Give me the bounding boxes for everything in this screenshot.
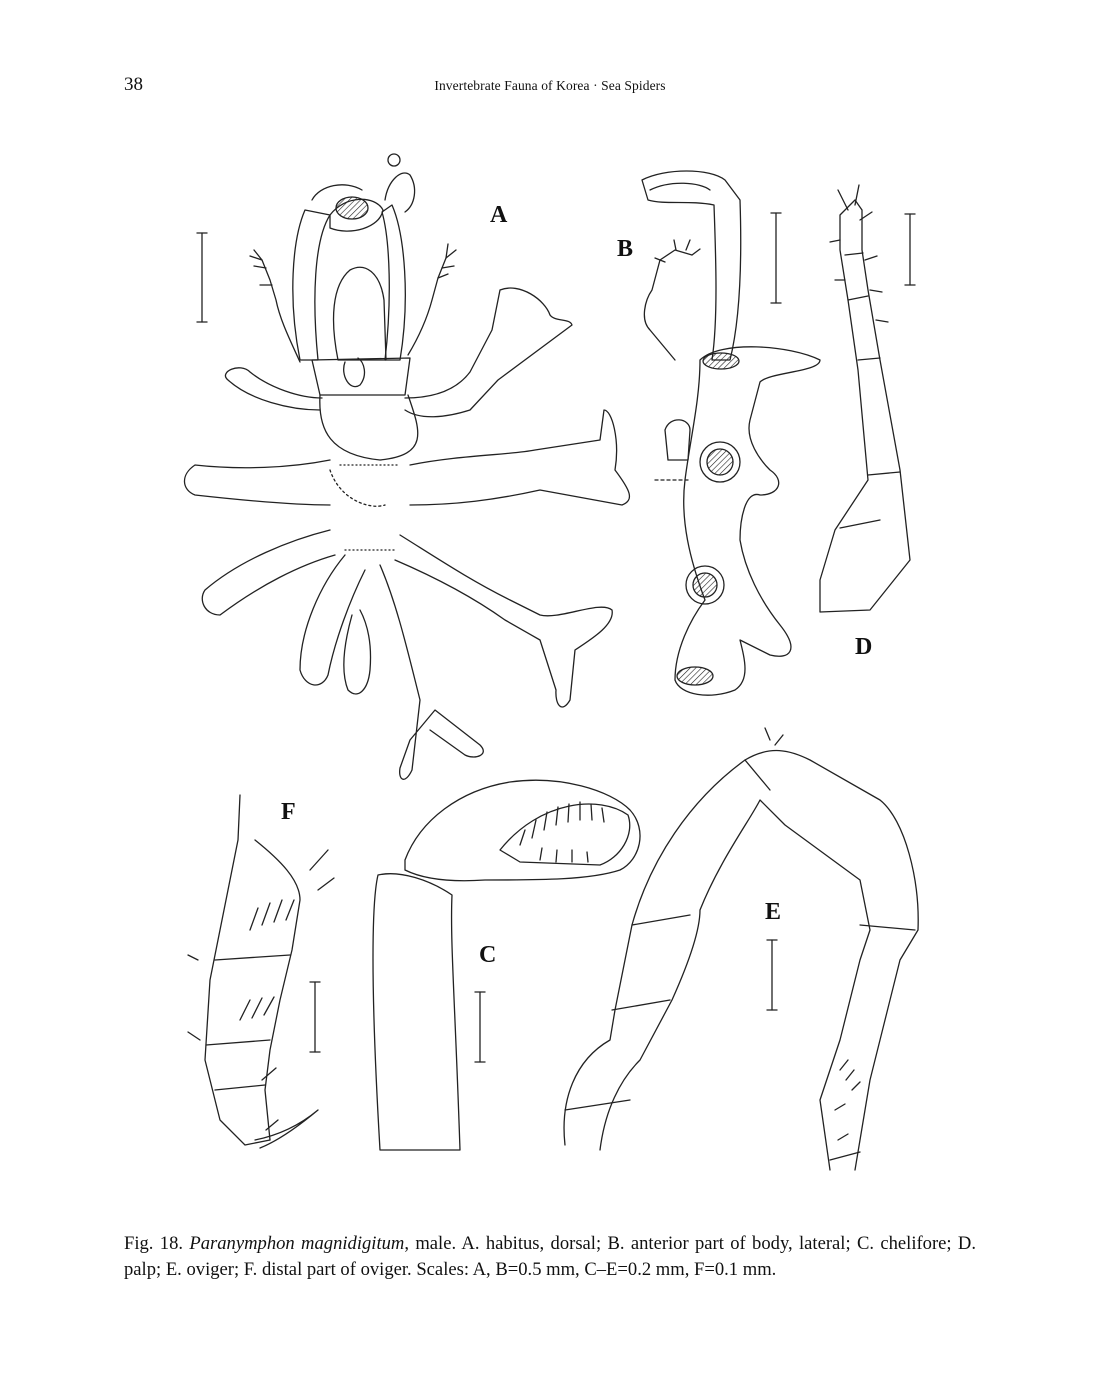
- scale-bar-b: [771, 213, 781, 303]
- panel-e-drawing: [564, 728, 918, 1170]
- panel-label-a: A: [490, 202, 508, 228]
- scale-bar-e: [767, 940, 777, 1010]
- caption-prefix: Fig. 18.: [124, 1233, 190, 1254]
- figure-caption: [124, 1231, 976, 1283]
- scale-bar-c: [475, 992, 485, 1062]
- panel-f-drawing: [188, 795, 334, 1148]
- panel-label-c: C: [479, 942, 497, 968]
- panel-label-f: F: [281, 799, 296, 825]
- panel-label-b: B: [617, 236, 634, 262]
- scale-bar-a: [197, 233, 207, 322]
- running-head: Invertebrate Fauna of Korea · Sea Spiders: [434, 78, 666, 93]
- panel-b-drawing: [642, 171, 820, 695]
- caption-species: Paranymphon magnidigitum: [189, 1233, 405, 1254]
- panel-c-drawing: [373, 780, 640, 1150]
- scale-bar-d: [905, 214, 915, 285]
- panel-d-drawing: [820, 185, 915, 612]
- panel-label-d: D: [855, 634, 873, 660]
- page-number: 38: [124, 74, 143, 95]
- panel-label-e: E: [765, 899, 782, 925]
- panel-a-drawing: [184, 154, 629, 779]
- caption-text: , male. A. habitus, dorsal; B. anterior part of body, lateral; C. chelifore; D. palp; E. oviger; F. distal part of oviger. Scales: A, B=0.5 mm, C–E=0.2 mm, F=0.1 mm.: [124, 1233, 976, 1280]
- scale-bar-f: [310, 982, 320, 1052]
